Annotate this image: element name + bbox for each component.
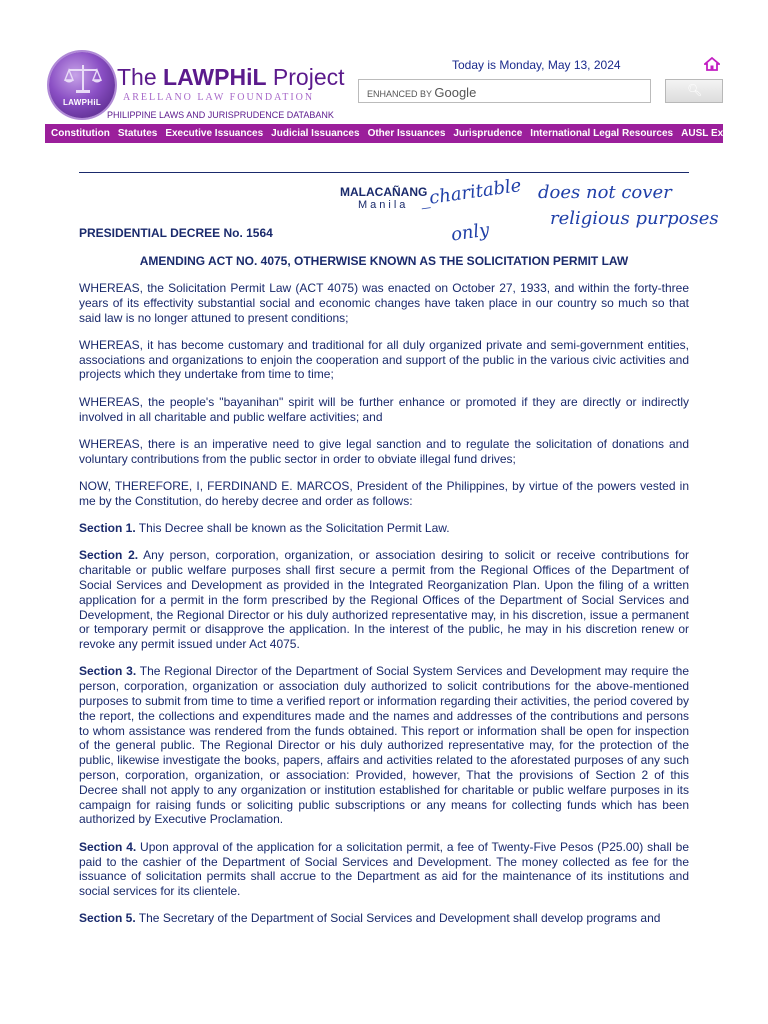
nav-item-executive-issuances[interactable]: Executive Issuances: [165, 128, 264, 139]
section-text: Any person, corporation, organization, or association desiring to solicit or receive contributions for charitable or public welfare purposes shall first secure a permit from the Regional Offices of the Department of Social Services and Development as provided in the Integrated Reorganization Plan. Upon the filing of a written application for a permit in the form prescribed by the Regional Offices of the Department of Social Services and Development, the Regional Director or his duly authorized representative may, in his discretion, issue a permanent or temporary permit or disapprove the application. In the interest of the public, he may in his discretion renew or revoke any permit issued under Act 4075.: [79, 548, 689, 652]
section-label: Section 4.: [79, 839, 137, 854]
site-header: [45, 52, 723, 126]
section-label: Section 3.: [79, 664, 137, 679]
today-date: Today is Monday, May 13, 2024: [452, 58, 621, 72]
section-text: The Secretary of the Department of Social Services and Development shall develop programs and: [135, 911, 661, 926]
decree-title: PRESIDENTIAL DECREE No. 1564: [79, 226, 273, 240]
main-nav: [45, 124, 758, 143]
databank-label: PHILIPPINE LAWS AND JURISPRUDENCE DATABANK: [107, 110, 334, 120]
nav-item-other-issuances[interactable]: Other Issuances: [367, 128, 446, 139]
search-icon: 🔍︎: [687, 83, 703, 97]
whereas-paragraph-4: WHEREAS, there is an imperative need to give legal sanction and to regulate the solicitation of donations and voluntary contributions from the public sector in order to obviate illegal fund drives;: [79, 436, 689, 466]
title-bold: LAWPHiL: [163, 64, 267, 90]
manila-label: Manila: [358, 199, 409, 211]
site-title[interactable]: [117, 64, 345, 91]
section-label: Section 5.: [79, 911, 136, 926]
title-suffix: Project: [266, 64, 345, 90]
nav-item-statutes[interactable]: Statutes: [117, 128, 158, 139]
handwritten-note-only: only: [449, 219, 491, 246]
divider: [79, 172, 689, 173]
section-text: This Decree shall be known as the Solicitation Permit Law.: [135, 521, 450, 536]
handwritten-note-religious-purposes: religious purposes: [550, 208, 719, 229]
section-1: [79, 521, 689, 536]
nav-item-ausl-exclusive[interactable]: AUSL Exclusive: [681, 128, 758, 139]
now-therefore-paragraph: NOW, THEREFORE, I, FERDINAND E. MARCOS, President of the Philippines, by virtue of the powers vested in me by the Constitution, do hereby decree and order as follows:: [79, 478, 689, 508]
whereas-paragraph-2: WHEREAS, it has become customary and traditional for all duly organized private and semi-government entities, associations and organizations to enjoin the cooperation and support of the public in the various civic activities and projects which they undertake from time to time;: [79, 337, 689, 382]
handwritten-note-does-not-cover: does not cover: [538, 182, 672, 203]
search-input[interactable]: [358, 79, 651, 103]
google-brand: Google: [434, 85, 477, 100]
home-icon[interactable]: [704, 57, 720, 71]
amendment-title: AMENDING ACT NO. 4075, OTHERWISE KNOWN AS THE SOLICITATION PERMIT LAW: [139, 254, 629, 268]
search-button[interactable]: [665, 79, 723, 103]
search-prefix: ENHANCED BY: [367, 89, 432, 99]
title-prefix: The: [117, 64, 164, 90]
whereas-paragraph-3: WHEREAS, the people's "bayanihan" spirit will be further enhance or promoted if they are directly or indirectly involved in all charitable and public welfare activities; and: [79, 394, 689, 424]
malacanang-label: MALACAÑANG: [340, 185, 428, 199]
nav-item-judicial-issuances[interactable]: Judicial Issuances: [271, 128, 360, 139]
section-2: [79, 548, 689, 652]
logo-label: LAWPHiL: [62, 98, 102, 107]
lawphil-logo[interactable]: [49, 52, 115, 118]
nav-item-international-legal-resources[interactable]: International Legal Resources: [530, 128, 674, 139]
whereas-paragraph-1: WHEREAS, the Solicitation Permit Law (ACT 4075) was enacted on October 27, 1933, and within the forty-three years of its effectivity substantial social and economic changes have taken place in our country so much so that said law is no longer attuned to present conditions;: [79, 281, 689, 325]
section-text: Upon approval of the application for a solicitation permit, a fee of Twenty-Five Pesos (P25.00) shall be paid to the cashier of the Department of Social Services and Development. The money collected as fee for the issuance of solicitation permits shall accrue to the Department as aid for the maintenance of its institutions and social services for its clientele.: [79, 839, 689, 899]
section-3: [79, 664, 689, 827]
section-text: The Regional Director of the Department of Social System Services and Development may require the person, corporation, organization or association duly authorized to solicit contributions for the above-mentioned purposes to submit from time to time a verified report or information regarding their activities, the period covered by the report, the collections and expenditures made and the names and addresses of the contributions and persons to whom assistance was rendered from the funds obtained. This report or information shall be open for inspection of the general public. The Regional Director or his duly authorized representative may, for the protection of the public, likewise investigate the books, papers, affairs and activities related to the aforestated purposes of any such person, corporation, organization, or association: Provided, however, That the provisions of Section 2 of this Decree shall not apply to any organization or institution established for charitable or public welfare purposes in its campaign for raising funds or soliciting public subscriptions or any means for collecting funds which has been authorized by Executive Proclamation.: [79, 664, 690, 827]
section-label: Section 1.: [79, 521, 136, 536]
handwritten-note-charitable: _charitable: [419, 175, 523, 210]
scales-of-justice-icon: [63, 62, 103, 96]
section-4: [79, 840, 689, 899]
site-subtitle: ARELLANO LAW FOUNDATION: [123, 92, 315, 103]
section-5: [79, 911, 689, 926]
nav-item-constitution[interactable]: Constitution: [51, 128, 110, 139]
section-label: Section 2.: [79, 548, 139, 563]
nav-item-jurisprudence[interactable]: Jurisprudence: [453, 128, 523, 139]
decree-body: [79, 281, 689, 939]
